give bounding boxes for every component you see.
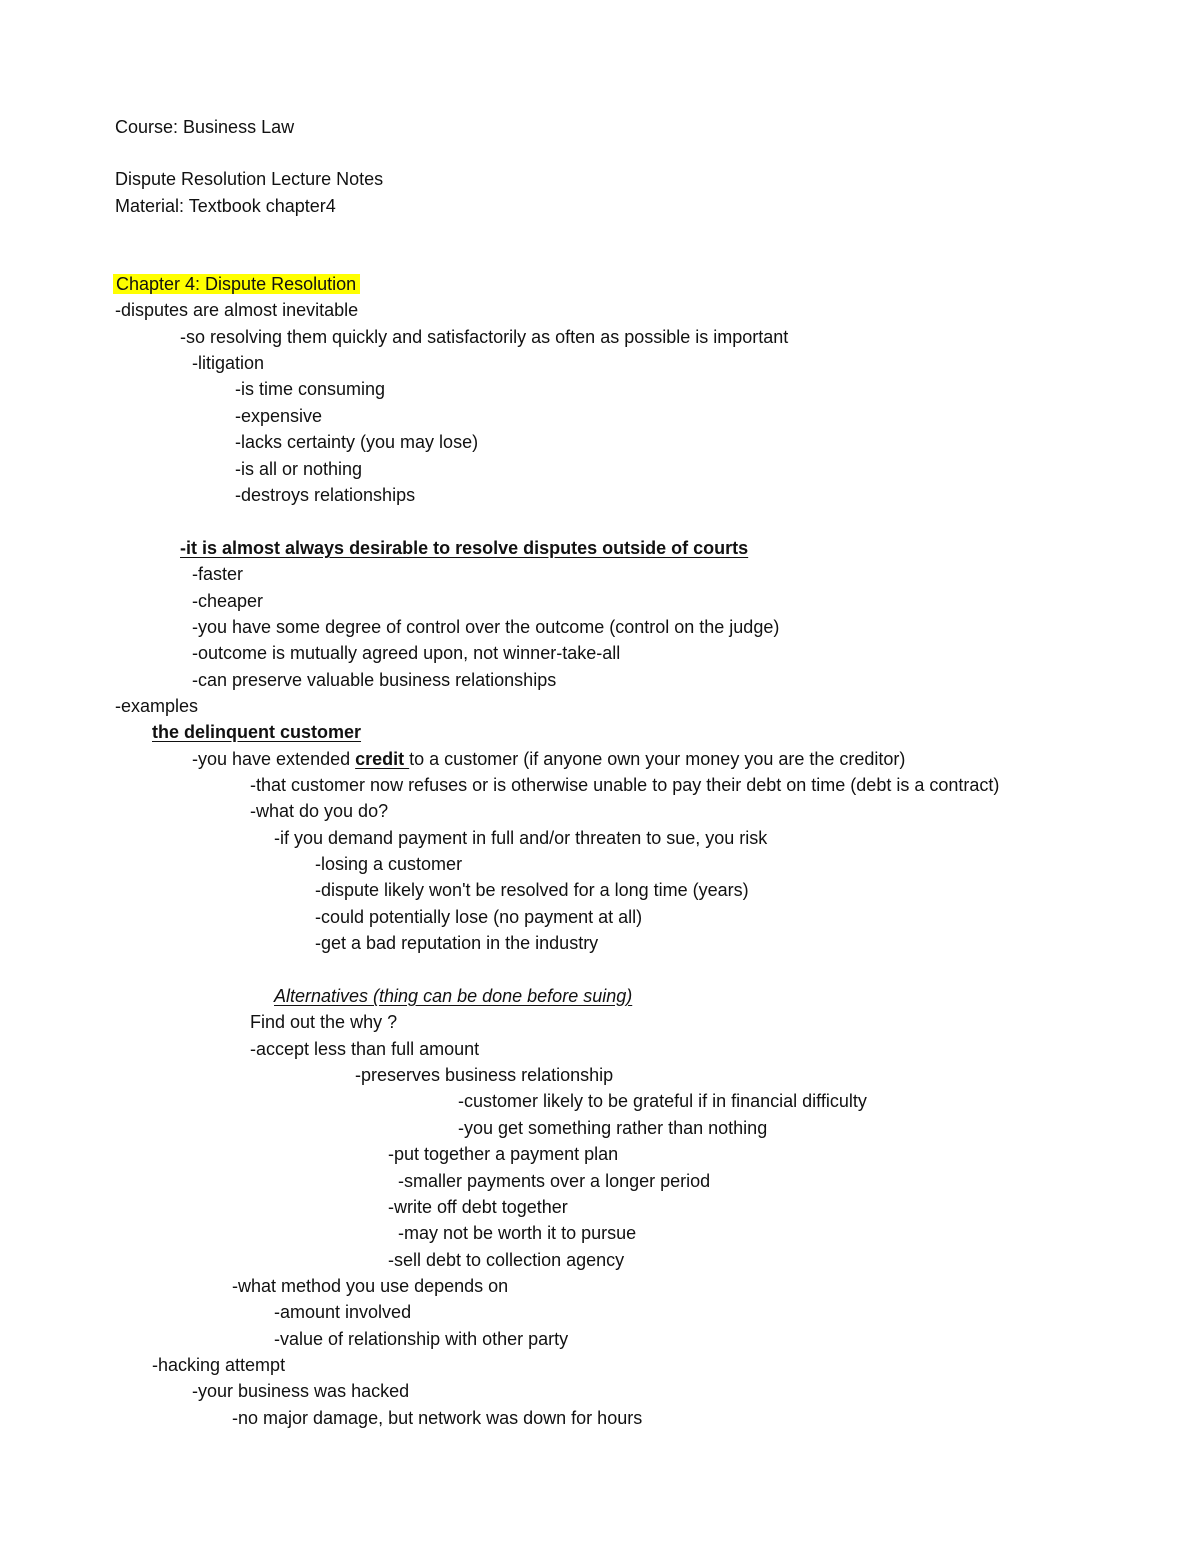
material-line: Material: Textbook chapter4 xyxy=(115,196,336,216)
section-heading: -it is almost always desirable to resolve disputes outside of courts xyxy=(180,538,749,558)
list-item: -is time consuming xyxy=(235,379,386,399)
list-item: -can preserve valuable business relationships xyxy=(192,670,557,690)
list-item: -preserves business relationship xyxy=(355,1065,614,1085)
text-span: -you have extended xyxy=(192,749,356,769)
list-item: -losing a customer xyxy=(315,854,463,874)
list-item: -disputes are almost inevitable xyxy=(115,300,359,320)
list-item: -could potentially lose (no payment at all) xyxy=(315,907,643,927)
list-item: -hacking attempt xyxy=(152,1355,286,1375)
list-item: -you get something rather than nothing xyxy=(458,1118,768,1138)
list-item: -customer likely to be grateful if in financial difficulty xyxy=(458,1091,867,1111)
list-item: -outcome is mutually agreed upon, not winner-take-all xyxy=(192,643,621,663)
list-item: -write off debt together xyxy=(388,1197,568,1217)
chapter-heading xyxy=(113,273,360,295)
list-item: -amount involved xyxy=(274,1302,412,1322)
chapter-heading-text: Chapter 4: Dispute Resolution xyxy=(113,274,360,294)
list-item: -examples xyxy=(115,696,199,716)
list-item: -litigation xyxy=(192,353,265,373)
course-line: Course: Business Law xyxy=(115,117,295,137)
list-item: -is all or nothing xyxy=(235,459,363,479)
list-item: -expensive xyxy=(235,406,323,426)
list-item: Find out the why ? xyxy=(250,1012,398,1032)
list-item: -faster xyxy=(192,564,244,584)
list-item: -sell debt to collection agency xyxy=(388,1250,625,1270)
list-item: -you have some degree of control over the outcome (control on the judge) xyxy=(192,617,780,637)
section-heading: the delinquent customer xyxy=(152,722,362,742)
list-item: -lacks certainty (you may lose) xyxy=(235,432,479,452)
list-item: -if you demand payment in full and/or threaten to sue, you risk xyxy=(274,828,768,848)
list-item: -what method you use depends on xyxy=(232,1276,509,1296)
list-item: -cheaper xyxy=(192,591,264,611)
list-item: -destroys relationships xyxy=(235,485,416,505)
list-item: -what do you do? xyxy=(250,801,389,821)
list-item: -get a bad reputation in the industry xyxy=(315,933,599,953)
list-item: -that customer now refuses or is otherwise unable to pay their debt on time (debt is a contract) xyxy=(250,775,1000,795)
list-item: -smaller payments over a longer period xyxy=(398,1171,711,1191)
list-item: -may not be worth it to pursue xyxy=(398,1223,637,1243)
list-item: -value of relationship with other party xyxy=(274,1329,569,1349)
text-span: to a customer (if anyone own your money you are the creditor) xyxy=(409,749,906,769)
list-item: -so resolving them quickly and satisfactorily as often as possible is important xyxy=(180,327,789,347)
credit-term: credit xyxy=(355,749,410,769)
list-item: -no major damage, but network was down for hours xyxy=(232,1408,643,1428)
list-item: -accept less than full amount xyxy=(250,1039,480,1059)
section-heading: Alternatives (thing can be done before suing) xyxy=(274,986,633,1006)
list-item: -your business was hacked xyxy=(192,1381,410,1401)
list-item: -put together a payment plan xyxy=(388,1144,619,1164)
list-item: -dispute likely won't be resolved for a long time (years) xyxy=(315,880,749,900)
list-item xyxy=(192,748,905,770)
document-title: Dispute Resolution Lecture Notes xyxy=(115,169,384,189)
